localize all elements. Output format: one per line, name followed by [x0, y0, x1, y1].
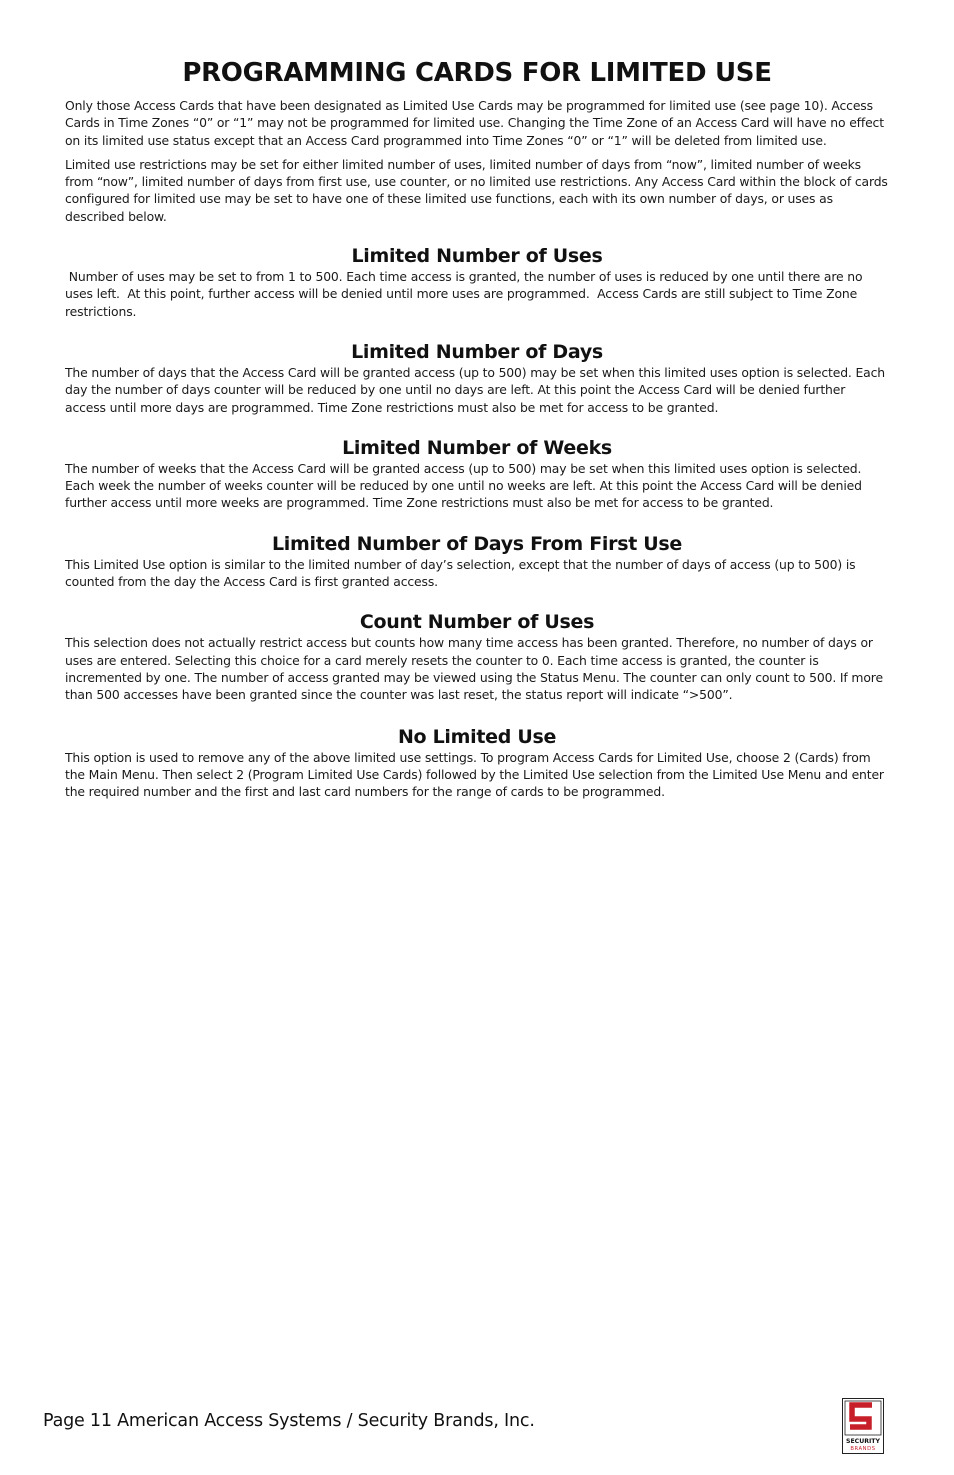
document-body — [65, 97, 889, 807]
heading-limited-uses: Limited Number of Uses — [351, 245, 603, 268]
heading-no-limited-use: No Limited Use — [397, 725, 557, 748]
heading-limited-days: Limited Number of Days — [351, 340, 603, 363]
logo-line-1: SECURITY — [845, 1438, 881, 1445]
body-count-uses: This selection does not actually restrict access but counts how many time access has been granted. Therefore, no number of days or uses are entered. Selecting this choice for a card merely resets the counter to 0. Each time access is granted, the counter is incremented by one. The number of access granted may be viewed using the Status Menu. The counter can only count to 500. If more than 500 accesses have been granted since the counter was last reset, the status report will indicate “>500”. — [65, 635, 883, 703]
body-limited-uses: Number of uses may be set to from 1 to 500. Each time access is granted, the number of uses is reduced by one until there are no uses left. At this point, further access will be denied until more uses are programmed. Access Cards are still subject to Time Zone restrictions. — [65, 269, 867, 319]
intro-paragraph-2: Limited use restrictions may be set for either limited number of uses, limited number of days from “now”, limited number of weeks from “now”, limited number of days from first use, use counter, or no limited use restrictions. Any Access Card within the block of cards configured for limited use may be set to have one of these limited use functions, each with its own number of days, or uses as described below. — [65, 156, 888, 224]
page-title: PROGRAMMING CARDS FOR LIMITED USE — [182, 58, 772, 88]
page-footer: Page 11 American Access Systems / Security Brands, Inc. — [43, 1411, 535, 1431]
body-no-limited-use: This option is used to remove any of the above limited use settings. To program Access Cards for Limited Use, choose 2 (Cards) from the Main Menu. Then select 2 (Program Limited Use Cards) followed by the Limited Use selection from the Limited Use Menu and enter the required number and the first and last card numbers for the range of cards to be programmed. — [65, 749, 884, 800]
logo-line-2: BRANDS — [850, 1446, 876, 1452]
heading-days-from-first-use: Limited Number of Days From First Use — [271, 532, 683, 555]
body-days-from-first-use: This Limited Use option is similar to the limited number of day’s selection, except that the number of days of access (up to 500) is counted from the day the Access Card is first granted access. — [65, 556, 856, 590]
security-brands-logo — [842, 1398, 884, 1454]
intro-paragraph-1: Only those Access Cards that have been designated as Limited Use Cards may be programmed for limited use (see page 10). Access Cards in Time Zones “0” or “1” may not be programmed for limited use. Changing the Time Zone of an Access Card will have no effect on its limited use status except that an Access Card programmed into Time Zones “0” or “1” will be deleted from limited use. — [65, 98, 884, 148]
heading-count-uses: Count Number of Uses — [359, 611, 595, 634]
body-limited-weeks: The number of weeks that the Access Card will be granted access (up to 500) may be set when this limited uses option is selected. Each week the number of weeks counter will be reduced by one until no weeks are left. At this point the Access Card will be denied further access until more weeks are programmed. Time Zone restrictions must also be met for access to be granted. — [65, 460, 862, 511]
heading-limited-weeks: Limited Number of Weeks — [342, 436, 612, 459]
body-limited-days: The number of days that the Access Card will be granted access (up to 500) may be set when this limited uses option is selected. Each day the number of days counter will be reduced by one until no days are left. At this point the Access Card will be denied further access until more days are programmed. Time Zone restrictions must also be met for access to be granted. — [65, 364, 885, 415]
